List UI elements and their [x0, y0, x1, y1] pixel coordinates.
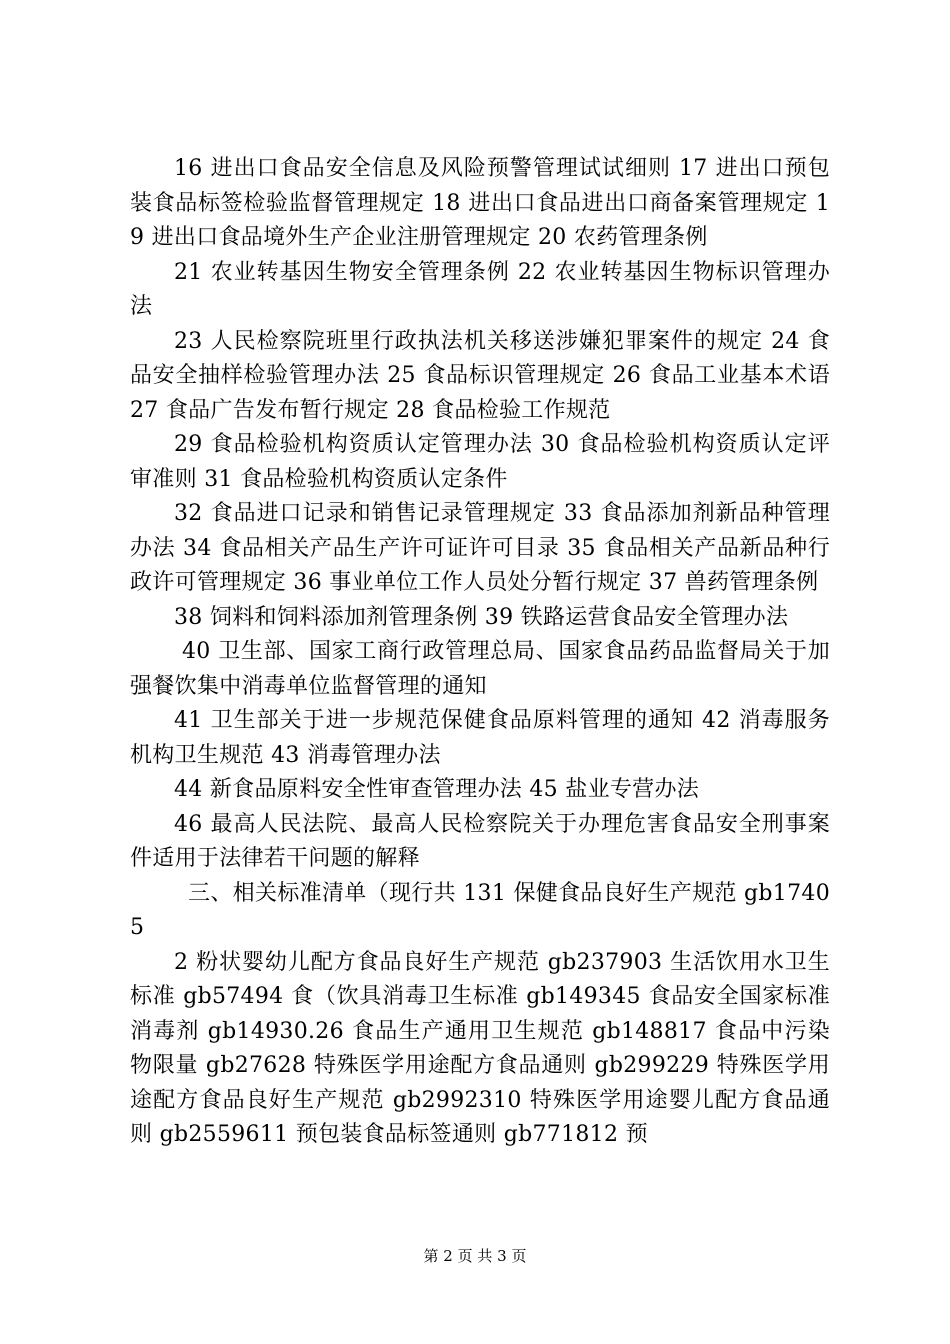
paragraph-regulations-32-37: 32 食品进口记录和销售记录管理规定 33 食品添加剂新品种管理办法 34 食品相关产品生产许可证许可目录 35 食品相关产品新品种行政许可管理规定 36 事业单位工作人员处分暂行规定 37 兽药管理条例: [130, 501, 830, 595]
paragraph-regulations-41-43: 41 卫生部关于进一步规范保健食品原料管理的通知 42 消毒服务机构卫生规范 43 消毒管理办法: [130, 708, 830, 768]
document-body: [130, 152, 830, 1153]
section-heading-standards: 三、相关标准清单（现行共 131 保健食品良好生产规范 gb17405: [130, 880, 830, 940]
paragraph-regulations-16-20: 16 进出口食品安全信息及风险预警管理试试细则 17 进出口预包装食品标签检验监督管理规定 18 进出口食品进出口商备案管理规定 19 进出口食品境外生产企业注册管理规定 20 农药管理条例: [130, 156, 830, 250]
paragraph-regulations-29-31: 29 食品检验机构资质认定管理办法 30 食品检验机构资质认定评审准则 31 食品检验机构资质认定条件: [130, 432, 830, 492]
paragraph-standards-list: 2 粉状婴幼儿配方食品良好生产规范 gb237903 生活饮用水卫生标准 gb57494 食（饮具消毒卫生标准 gb149345 食品安全国家标准消毒剂 gb14930.26 食品生产通用卫生规范 gb148817 食品中污染物限量 gb27628 特殊医学用途配方食品通则 gb299229 特殊医学用途配方食品良好生产规范 gb2992310 特殊医学用途婴儿配方食品通则 gb2559611 预包装食品标签通则 gb771812 预: [130, 949, 830, 1147]
paragraph-regulations-44-45: 44 新食品原料安全性审查管理办法 45 盐业专营办法: [174, 777, 700, 802]
page-number-footer: 第 2 页 共 3 页: [423, 1247, 527, 1265]
paragraph-regulations-38-39: 38 饲料和饲料添加剂管理条例 39 铁路运营食品安全管理办法: [174, 604, 789, 630]
paragraph-regulation-40: 40 卫生部、国家工商行政管理总局、国家食品药品监督局关于加强餐饮集中消毒单位监督管理的通知: [130, 639, 830, 699]
paragraph-regulations-21-22: 21 农业转基因生物安全管理条例 22 农业转基因生物标识管理办法: [130, 259, 830, 319]
paragraph-regulation-46: 46 最高人民法院、最高人民检察院关于办理危害食品安全刑事案件适用于法律若干问题的解释: [130, 811, 830, 871]
paragraph-regulations-23-28: 23 人民检察院班里行政执法机关移送涉嫌犯罪案件的规定 24 食品安全抽样检验管理办法 25 食品标识管理规定 26 食品工业基本术语 27 食品广告发布暂行规定 28 食品检验工作规范: [130, 328, 830, 423]
